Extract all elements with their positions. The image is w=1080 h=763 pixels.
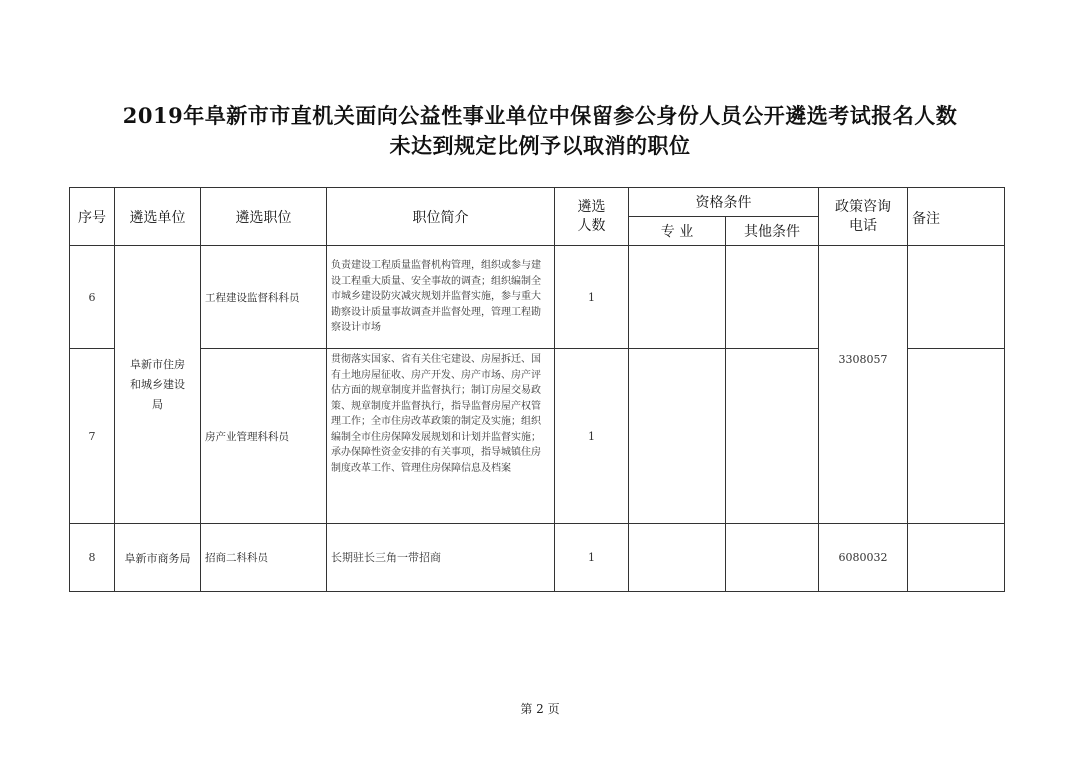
row-position: 招商二科科员 <box>201 524 327 592</box>
table-row <box>70 524 1005 592</box>
row-count: 1 <box>555 246 629 349</box>
header-unit: 遴选单位 <box>115 188 201 246</box>
row-count: 1 <box>555 524 629 592</box>
row-seq: 8 <box>70 524 115 592</box>
row-other <box>726 524 819 592</box>
row-seq: 7 <box>70 349 115 524</box>
row-position: 房产业管理科科员 <box>201 349 327 524</box>
row-major <box>629 524 726 592</box>
header-intro: 职位简介 <box>327 188 555 246</box>
page-number: 第 2 页 <box>520 702 560 716</box>
row-count: 1 <box>555 349 629 524</box>
header-phone: 政策咨询电话 <box>819 188 908 246</box>
table-row <box>70 246 1005 349</box>
row-unit-label: 阜新市住房和城乡建设局 <box>130 357 185 411</box>
row-phone: 6080032 <box>819 524 908 592</box>
row-remark <box>908 246 1005 349</box>
positions-table <box>69 187 1005 592</box>
header-other: 其他条件 <box>726 217 819 246</box>
header-remark: 备注 <box>908 188 1005 246</box>
row-unit <box>115 246 201 524</box>
header-row-1 <box>70 188 1005 217</box>
row-major <box>629 246 726 349</box>
row-unit: 阜新市商务局 <box>115 524 201 592</box>
header-seq: 序号 <box>70 188 115 246</box>
row-phone-value: 3308057 <box>838 352 888 366</box>
document-title-line2: 未达到规定比例予以取消的职位 <box>389 133 691 158</box>
row-phone <box>819 246 908 524</box>
header-qualification: 资格条件 <box>629 188 819 217</box>
row-remark <box>908 524 1005 592</box>
row-intro: 负责建设工程质量监督机构管理，组织或参与建设工程重大质量、安全事故的调查；组织编制全市城乡建设防灾减灾规划并监督实施，参与重大勘察设计质量事故调查并监督处理，管理工程勘察设计市场 <box>327 246 555 349</box>
document-title-line1: 2019年阜新市市直机关面向公益性事业单位中保留参公身份人员公开遴选考试报名人数 <box>122 103 958 128</box>
row-intro: 贯彻落实国家、省有关住宅建设、房屋拆迁、国有土地房屋征收、房产开发、房产市场、房产评估方面的规章制度并监督执行；制订房屋交易政策、规章制度并监督执行，指导监督房屋产权管理工作；全市住房改革政策的制定及实施；组织编制全市住房保障发展规划和计划并监督实施；承办保障性资金安排的有关事项，指导城镇住房制度改革工作、管理住房保障信息及档案 <box>327 349 555 524</box>
row-position: 工程建设监督科科员 <box>201 246 327 349</box>
header-position: 遴选职位 <box>201 188 327 246</box>
header-major: 专 业 <box>629 217 726 246</box>
row-intro: 长期驻长三角一带招商 <box>327 524 555 592</box>
row-remark <box>908 349 1005 524</box>
row-other <box>726 349 819 524</box>
row-seq: 6 <box>70 246 115 349</box>
row-major <box>629 349 726 524</box>
row-other <box>726 246 819 349</box>
header-count: 遴选人数 <box>555 188 629 246</box>
